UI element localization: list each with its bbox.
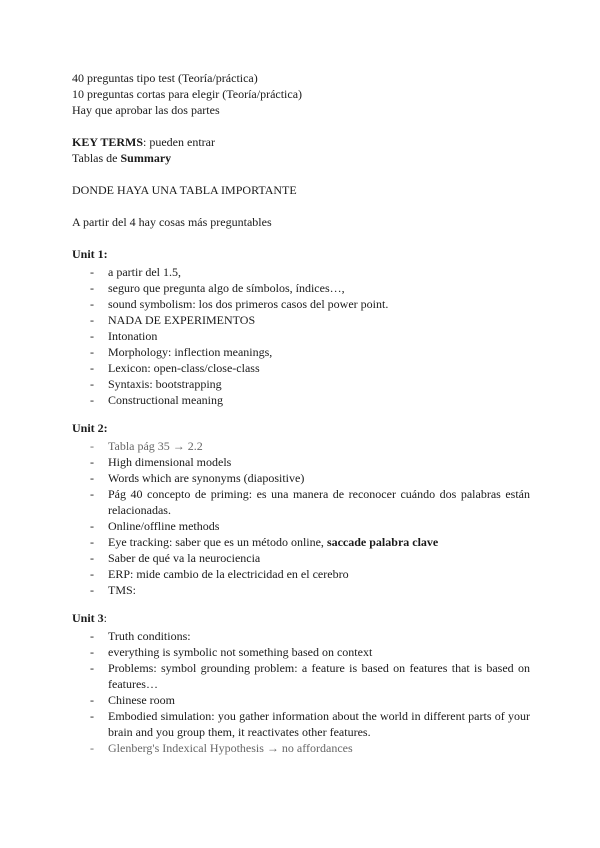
- list-item: - NADA DE EXPERIMENTOS: [72, 312, 530, 328]
- list-item: - Constructional meaning: [72, 392, 530, 408]
- list-item: - Syntaxis: bootstrapping: [72, 376, 530, 392]
- list-item: - ERP: mide cambio de la electricidad en el cerebro: [72, 566, 530, 582]
- unit1-heading: [72, 246, 530, 262]
- list-item: - Morphology: inflection meanings,: [72, 344, 530, 360]
- saccade-keyword: saccade palabra clave: [326, 535, 439, 549]
- unit3-heading: [72, 610, 530, 626]
- list-item: - Words which are synonyms (diapositive): [72, 470, 530, 486]
- tablas-line: [72, 150, 530, 166]
- list-item: - sound symbolism: los dos primeros casos del power point.: [72, 296, 530, 312]
- list-item: - everything is symbolic not something based on context: [72, 644, 530, 660]
- intro-line-1: 40 preguntas tipo test (Teoría/práctica): [72, 71, 258, 85]
- list-item: - Glenberg's Indexical Hypothesis → no affordances: [72, 740, 530, 756]
- list-item: - TMS:: [72, 582, 530, 598]
- eye-tracking-text: Eye tracking: saber que es un método online,: [108, 535, 327, 549]
- key-terms-rest: : pueden entrar: [143, 135, 215, 149]
- document-content: [72, 70, 530, 756]
- list-item: - Lexicon: open-class/close-class: [72, 360, 530, 376]
- unit3-heading-text: Unit 3: [72, 611, 104, 625]
- spacer: [72, 408, 530, 420]
- list-item: - a partir del 1.5,: [72, 264, 530, 280]
- unit2-list: [72, 438, 530, 598]
- unit1-list: [72, 264, 530, 408]
- spacer: [72, 198, 530, 214]
- unit3-heading-suffix: :: [103, 611, 108, 625]
- unit2-heading: [72, 420, 530, 436]
- list-item: - Saber de qué va la neurociencia: [72, 550, 530, 566]
- tablas-bold: Summary: [120, 151, 172, 165]
- list-item: [72, 534, 530, 550]
- key-terms-label: KEY TERMS: [72, 135, 144, 149]
- spacer: [72, 230, 530, 246]
- unit2-heading-text: Unit 2:: [72, 421, 108, 435]
- list-item: - Tabla pág 35 → 2.2: [72, 438, 530, 454]
- list-item: - Embodied simulation: you gather information about the world in different parts of your brain and you group them, it reactivates other features.: [72, 708, 530, 740]
- intro-line-2: 10 preguntas cortas para elegir (Teoría/práctica): [72, 87, 303, 101]
- list-item: - Online/offline methods: [72, 518, 530, 534]
- key-terms-line: [72, 134, 530, 150]
- intro-line-3: Hay que aprobar las dos partes: [72, 103, 220, 117]
- spacer: [72, 118, 530, 134]
- unit3-list: [72, 628, 530, 756]
- list-item: - Chinese room: [72, 692, 530, 708]
- list-item: - High dimensional models: [72, 454, 530, 470]
- list-item: - seguro que pregunta algo de símbolos, índices…,: [72, 280, 530, 296]
- spacer: [72, 166, 530, 182]
- donde-line: DONDE HAYA UNA TABLA IMPORTANTE: [72, 183, 297, 197]
- list-item: - Pág 40 concepto de priming: es una manera de reconocer cuándo dos palabras están relacionadas.: [72, 486, 530, 518]
- list-item: - Problems: symbol grounding problem: a feature is based on features that is based on features…: [72, 660, 530, 692]
- tablas-prefix: Tablas de: [72, 151, 121, 165]
- list-item: - Truth conditions:: [72, 628, 530, 644]
- a-partir-line: A partir del 4 hay cosas más preguntables: [72, 215, 272, 229]
- spacer: [72, 598, 530, 610]
- unit1-heading-text: Unit 1:: [72, 247, 108, 261]
- list-item: - Intonation: [72, 328, 530, 344]
